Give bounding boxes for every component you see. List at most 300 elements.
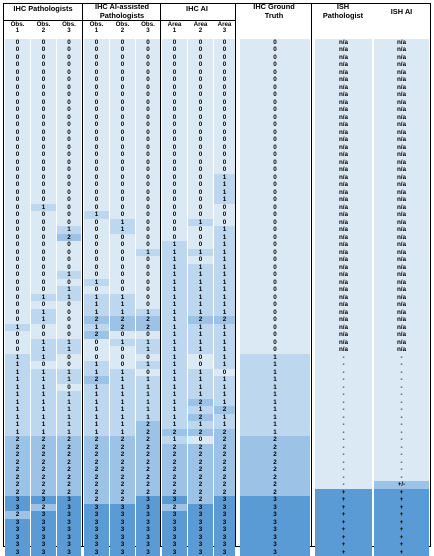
- table-cell: n/a: [315, 181, 372, 189]
- table-cell: 0: [5, 331, 30, 339]
- table-cell: 3: [188, 541, 213, 549]
- table-cell: 0: [31, 189, 56, 197]
- table-cell: 2: [84, 481, 109, 489]
- table-cell: 2: [162, 504, 187, 512]
- table-cell: 2: [240, 481, 310, 489]
- table-cell: 0: [5, 256, 30, 264]
- table-cell: +: [315, 519, 372, 527]
- table-cell: 0: [84, 249, 109, 257]
- table-cell: n/a: [374, 106, 429, 114]
- table-cell: 1: [5, 376, 30, 384]
- table-cell: n/a: [374, 219, 429, 227]
- table-cell: 0: [57, 84, 81, 92]
- table-cell: 2: [214, 451, 235, 459]
- table-cell: 0: [110, 76, 135, 84]
- table-cell: 0: [5, 301, 30, 309]
- table-cell: 1: [110, 421, 135, 429]
- table-cell: 0: [57, 324, 81, 332]
- table-cell: 0: [188, 54, 213, 62]
- table-cell: 3: [31, 534, 56, 542]
- table-cell: -: [315, 444, 372, 452]
- table-cell: 3: [240, 534, 310, 542]
- table-cell: 0: [57, 301, 81, 309]
- table-cell: 1: [5, 361, 30, 369]
- table-cell: 1: [162, 436, 187, 444]
- table-cell: 3: [57, 541, 81, 549]
- table-cell: 0: [31, 174, 56, 182]
- table-cell: 3: [5, 549, 30, 556]
- table-cell: 0: [5, 84, 30, 92]
- table-cell: 0: [136, 91, 160, 99]
- table-cell: 2: [188, 399, 213, 407]
- table-cell: n/a: [315, 189, 372, 197]
- table-cell: 0: [84, 166, 109, 174]
- table-cell: 0: [110, 144, 135, 152]
- table-cell: 0: [84, 84, 109, 92]
- table-cell: +: [374, 526, 429, 534]
- table-cell: 2: [5, 481, 30, 489]
- table-cell: 3: [110, 541, 135, 549]
- table-cell: 2: [110, 451, 135, 459]
- sub-header-line: 3: [136, 28, 160, 34]
- table-cell: 1: [57, 369, 81, 377]
- table-cell: 2: [110, 436, 135, 444]
- table-cell: +: [374, 541, 429, 549]
- table-cell: 2: [136, 421, 160, 429]
- table-cell: 0: [188, 76, 213, 84]
- header-ish-pathologist-line1: ISH: [313, 3, 373, 12]
- table-cell: 1: [214, 421, 235, 429]
- table-cell: 0: [110, 61, 135, 69]
- table-cell: 3: [162, 519, 187, 527]
- table-cell: 2: [31, 459, 56, 467]
- table-cell: 0: [240, 346, 310, 354]
- table-cell: n/a: [374, 91, 429, 99]
- table-cell: n/a: [374, 226, 429, 234]
- table-cell: 3: [240, 519, 310, 527]
- table-cell: 1: [31, 294, 56, 302]
- table-cell: 0: [110, 264, 135, 272]
- table-cell: 1: [110, 429, 135, 437]
- table-cell: 2: [110, 489, 135, 497]
- table-cell: n/a: [315, 54, 372, 62]
- table-cell: 0: [110, 331, 135, 339]
- table-cell: 0: [188, 196, 213, 204]
- table-cell: 0: [240, 114, 310, 122]
- table-cell: 3: [84, 504, 109, 512]
- table-cell: n/a: [374, 99, 429, 107]
- sub-header-line: 2: [110, 28, 135, 34]
- table-cell: 0: [84, 54, 109, 62]
- table-cell: n/a: [315, 61, 372, 69]
- table-cell: 0: [240, 286, 310, 294]
- table-cell: n/a: [315, 241, 372, 249]
- table-cell: 1: [31, 204, 56, 212]
- table-cell: 0: [5, 61, 30, 69]
- table-cell: -: [374, 399, 429, 407]
- table-cell: 0: [31, 234, 56, 242]
- table-cell: 1: [188, 301, 213, 309]
- table-cell: n/a: [374, 316, 429, 324]
- table-cell: 0: [110, 46, 135, 54]
- table-cell: -: [315, 421, 372, 429]
- table-cell: 1: [214, 354, 235, 362]
- table-cell: 1: [240, 414, 310, 422]
- table-cell: 0: [84, 264, 109, 272]
- table-cell: 1: [5, 406, 30, 414]
- table-cell: 3: [188, 511, 213, 519]
- table-cell: 1: [136, 414, 160, 422]
- table-cell: 1: [162, 414, 187, 422]
- table-cell: 3: [31, 549, 56, 556]
- table-cell: 0: [188, 159, 213, 167]
- table-cell: 0: [57, 151, 81, 159]
- table-cell: 0: [84, 114, 109, 122]
- table-cell: 0: [31, 54, 56, 62]
- table-cell: 1: [110, 219, 135, 227]
- table-cell: 3: [136, 541, 160, 549]
- table-cell: 1: [5, 354, 30, 362]
- table-cell: 0: [162, 204, 187, 212]
- table-cell: n/a: [374, 174, 429, 182]
- table-cell: 2: [84, 444, 109, 452]
- table-cell: 2: [188, 481, 213, 489]
- table-cell: 0: [136, 166, 160, 174]
- table-cell: 1: [240, 384, 310, 392]
- table-cell: 1: [110, 339, 135, 347]
- table-cell: 1: [188, 369, 213, 377]
- table-cell: 1: [110, 376, 135, 384]
- table-cell: 1: [57, 391, 81, 399]
- table-cell: 3: [162, 496, 187, 504]
- table-cell: 3: [214, 511, 235, 519]
- table-cell: 0: [188, 436, 213, 444]
- table-cell: 1: [214, 279, 235, 287]
- table-cell: n/a: [374, 136, 429, 144]
- table-cell: 0: [84, 241, 109, 249]
- table-cell: 0: [110, 114, 135, 122]
- table-cell: n/a: [374, 249, 429, 257]
- table-cell: 0: [5, 264, 30, 272]
- table-cell: n/a: [315, 286, 372, 294]
- table-cell: 3: [162, 541, 187, 549]
- table-cell: 0: [188, 46, 213, 54]
- table-cell: 1: [214, 286, 235, 294]
- table-cell: 1: [110, 384, 135, 392]
- table-cell: 0: [31, 129, 56, 137]
- table-cell: 1: [162, 331, 187, 339]
- table-cell: 0: [84, 144, 109, 152]
- table-cell: 3: [162, 534, 187, 542]
- table-cell: 1: [31, 391, 56, 399]
- table-cell: 0: [214, 99, 235, 107]
- table-cell: 0: [5, 39, 30, 47]
- table-cell: 0: [136, 286, 160, 294]
- table-cell: -: [374, 429, 429, 437]
- table-cell: 1: [136, 399, 160, 407]
- table-cell: n/a: [315, 256, 372, 264]
- table-cell: 0: [57, 114, 81, 122]
- table-cell: 3: [240, 496, 310, 504]
- table-cell: 2: [214, 481, 235, 489]
- table-cell: 0: [188, 189, 213, 197]
- table-cell: 1: [84, 301, 109, 309]
- table-cell: 0: [110, 204, 135, 212]
- table-cell: 1: [110, 406, 135, 414]
- table-cell: 1: [31, 399, 56, 407]
- table-cell: 0: [31, 211, 56, 219]
- table-cell: 3: [188, 504, 213, 512]
- sub-header-ihc-ai-2: [188, 22, 213, 35]
- table-cell: 1: [31, 414, 56, 422]
- table-cell: 1: [57, 406, 81, 414]
- table-cell: 3: [5, 526, 30, 534]
- table-cell: 3: [57, 526, 81, 534]
- table-cell: 2: [136, 429, 160, 437]
- table-cell: 0: [136, 271, 160, 279]
- table-cell: 0: [214, 219, 235, 227]
- table-cell: 0: [136, 174, 160, 182]
- table-cell: 1: [214, 189, 235, 197]
- header-underline: [3, 20, 236, 21]
- table-cell: 0: [84, 234, 109, 242]
- table-cell: 1: [136, 391, 160, 399]
- table-cell: n/a: [374, 159, 429, 167]
- table-cell: 2: [31, 489, 56, 497]
- table-cell: 2: [57, 444, 81, 452]
- table-cell: 0: [5, 294, 30, 302]
- table-cell: n/a: [315, 129, 372, 137]
- table-cell: 0: [84, 121, 109, 129]
- table-cell: 0: [5, 196, 30, 204]
- table-cell: 0: [5, 91, 30, 99]
- sub-header-line: Area: [162, 22, 187, 28]
- table-cell: 2: [84, 466, 109, 474]
- table-cell: 2: [57, 474, 81, 482]
- table-cell: 3: [162, 526, 187, 534]
- table-cell: 0: [162, 181, 187, 189]
- table-cell: 3: [57, 511, 81, 519]
- table-cell: 0: [188, 129, 213, 137]
- table-cell: 1: [136, 361, 160, 369]
- table-cell: 0: [31, 166, 56, 174]
- table-cell: n/a: [315, 46, 372, 54]
- table-cell: 3: [57, 519, 81, 527]
- table-cell: 2: [136, 466, 160, 474]
- table-cell: 0: [57, 316, 81, 324]
- table-cell: 0: [240, 159, 310, 167]
- table-cell: 1: [188, 391, 213, 399]
- table-cell: -: [315, 369, 372, 377]
- table-cell: 0: [136, 256, 160, 264]
- table-cell: 0: [57, 354, 81, 362]
- table-cell: 3: [188, 519, 213, 527]
- table-cell: 1: [136, 339, 160, 347]
- sub-header-line: Area: [188, 22, 213, 28]
- table-cell: 1: [214, 331, 235, 339]
- table-cell: -: [374, 436, 429, 444]
- table-cell: 0: [57, 46, 81, 54]
- table-cell: -: [374, 406, 429, 414]
- table-cell: 0: [162, 189, 187, 197]
- table-cell: 0: [84, 181, 109, 189]
- table-cell: 2: [5, 466, 30, 474]
- table-cell: 3: [136, 504, 160, 512]
- table-cell: 0: [110, 271, 135, 279]
- table-cell: 0: [84, 69, 109, 77]
- sub-header-line: Obs.: [110, 22, 135, 28]
- table-cell: 0: [162, 46, 187, 54]
- table-cell: 0: [110, 354, 135, 362]
- table-cell: 1: [84, 294, 109, 302]
- table-cell: +: [374, 489, 429, 497]
- table-cell: 1: [57, 226, 81, 234]
- table-cell: 0: [240, 144, 310, 152]
- sub-header-ihc-ai-assisted-1: [84, 22, 109, 35]
- table-cell: 1: [162, 346, 187, 354]
- table-cell: 1: [188, 421, 213, 429]
- table-cell: 0: [84, 91, 109, 99]
- table-cell: 2: [136, 459, 160, 467]
- table-cell: 0: [214, 129, 235, 137]
- table-cell: n/a: [374, 54, 429, 62]
- table-cell: -: [315, 384, 372, 392]
- table-cell: 1: [162, 354, 187, 362]
- table-cell: 1: [31, 384, 56, 392]
- table-cell: 1: [188, 346, 213, 354]
- table-cell: -: [374, 466, 429, 474]
- table-cell: 0: [31, 331, 56, 339]
- table-cell: 1: [5, 399, 30, 407]
- table-cell: -: [374, 474, 429, 482]
- table-cell: 0: [31, 249, 56, 257]
- table-cell: 0: [5, 234, 30, 242]
- sub-header-line: 2: [188, 28, 213, 34]
- table-cell: 0: [162, 136, 187, 144]
- sub-header-line: Obs.: [5, 22, 30, 28]
- table-cell: 0: [136, 219, 160, 227]
- table-cell: 2: [188, 316, 213, 324]
- table-cell: n/a: [315, 114, 372, 122]
- table-cell: 3: [110, 549, 135, 556]
- table-cell: 0: [162, 61, 187, 69]
- table-cell: 0: [214, 69, 235, 77]
- table-cell: 0: [214, 39, 235, 47]
- table-cell: 2: [162, 429, 187, 437]
- table-cell: n/a: [374, 196, 429, 204]
- table-cell: -: [315, 354, 372, 362]
- table-cell: 1: [214, 399, 235, 407]
- table-cell: 2: [136, 451, 160, 459]
- table-cell: 0: [5, 144, 30, 152]
- table-cell: n/a: [315, 144, 372, 152]
- table-cell: +: [374, 519, 429, 527]
- table-cell: -: [315, 391, 372, 399]
- table-cell: n/a: [374, 331, 429, 339]
- table-cell: -: [315, 481, 372, 489]
- table-cell: 0: [188, 39, 213, 47]
- table-cell: 2: [31, 436, 56, 444]
- table-cell: 0: [214, 204, 235, 212]
- table-cell: 1: [84, 421, 109, 429]
- table-cell: 0: [214, 91, 235, 99]
- table-cell: 1: [31, 309, 56, 317]
- table-cell: 0: [240, 61, 310, 69]
- table-cell: 3: [84, 534, 109, 542]
- table-cell: 1: [162, 241, 187, 249]
- table-cell: +: [315, 504, 372, 512]
- table-cell: 1: [162, 301, 187, 309]
- table-cell: 0: [31, 69, 56, 77]
- table-cell: 0: [136, 226, 160, 234]
- table-cell: n/a: [374, 129, 429, 137]
- table-cell: n/a: [315, 309, 372, 317]
- table-cell: 0: [5, 189, 30, 197]
- table-cell: 0: [57, 211, 81, 219]
- table-cell: 2: [240, 474, 310, 482]
- table-cell: 0: [188, 361, 213, 369]
- table-cell: +: [315, 511, 372, 519]
- table-cell: 0: [214, 151, 235, 159]
- table-cell: 0: [5, 286, 30, 294]
- table-cell: 0: [188, 166, 213, 174]
- table-cell: 3: [214, 504, 235, 512]
- table-cell: 0: [188, 256, 213, 264]
- table-cell: 2: [214, 436, 235, 444]
- table-cell: 0: [110, 91, 135, 99]
- table-cell: 1: [240, 361, 310, 369]
- table-cell: 0: [136, 369, 160, 377]
- table-cell: 1: [162, 256, 187, 264]
- table-cell: -: [315, 451, 372, 459]
- table-cell: 0: [136, 211, 160, 219]
- table-cell: n/a: [374, 241, 429, 249]
- table-cell: 2: [5, 474, 30, 482]
- table-cell: 0: [84, 174, 109, 182]
- table-cell: 1: [214, 346, 235, 354]
- sub-header-ihc-ai-assisted-2: [110, 22, 135, 35]
- table-cell: 0: [110, 361, 135, 369]
- table-cell: 2: [136, 316, 160, 324]
- table-cell: 1: [110, 294, 135, 302]
- table-cell: 1: [5, 324, 30, 332]
- table-cell: 0: [57, 54, 81, 62]
- table-cell: 0: [110, 211, 135, 219]
- table-cell: 0: [240, 256, 310, 264]
- table-cell: 0: [31, 151, 56, 159]
- table-cell: 0: [84, 354, 109, 362]
- table-cell: 3: [31, 526, 56, 534]
- table-cell: 0: [5, 114, 30, 122]
- table-cell: 0: [240, 331, 310, 339]
- table-cell: 0: [110, 234, 135, 242]
- table-cell: 1: [162, 309, 187, 317]
- table-cell: 0: [136, 54, 160, 62]
- table-cell: 0: [57, 69, 81, 77]
- table-cell: 0: [110, 136, 135, 144]
- table-cell: 2: [84, 489, 109, 497]
- header-ihc-ai-assisted-line1: IHC AI-assisted: [83, 3, 161, 12]
- table-cell: 0: [214, 211, 235, 219]
- table-cell: 0: [214, 84, 235, 92]
- table-cell: 0: [162, 54, 187, 62]
- sub-header-line: 3: [214, 28, 235, 34]
- table-cell: -: [374, 391, 429, 399]
- table-cell: 0: [57, 249, 81, 257]
- table-cell: 2: [136, 324, 160, 332]
- table-cell: 2: [84, 376, 109, 384]
- table-cell: 2: [84, 459, 109, 467]
